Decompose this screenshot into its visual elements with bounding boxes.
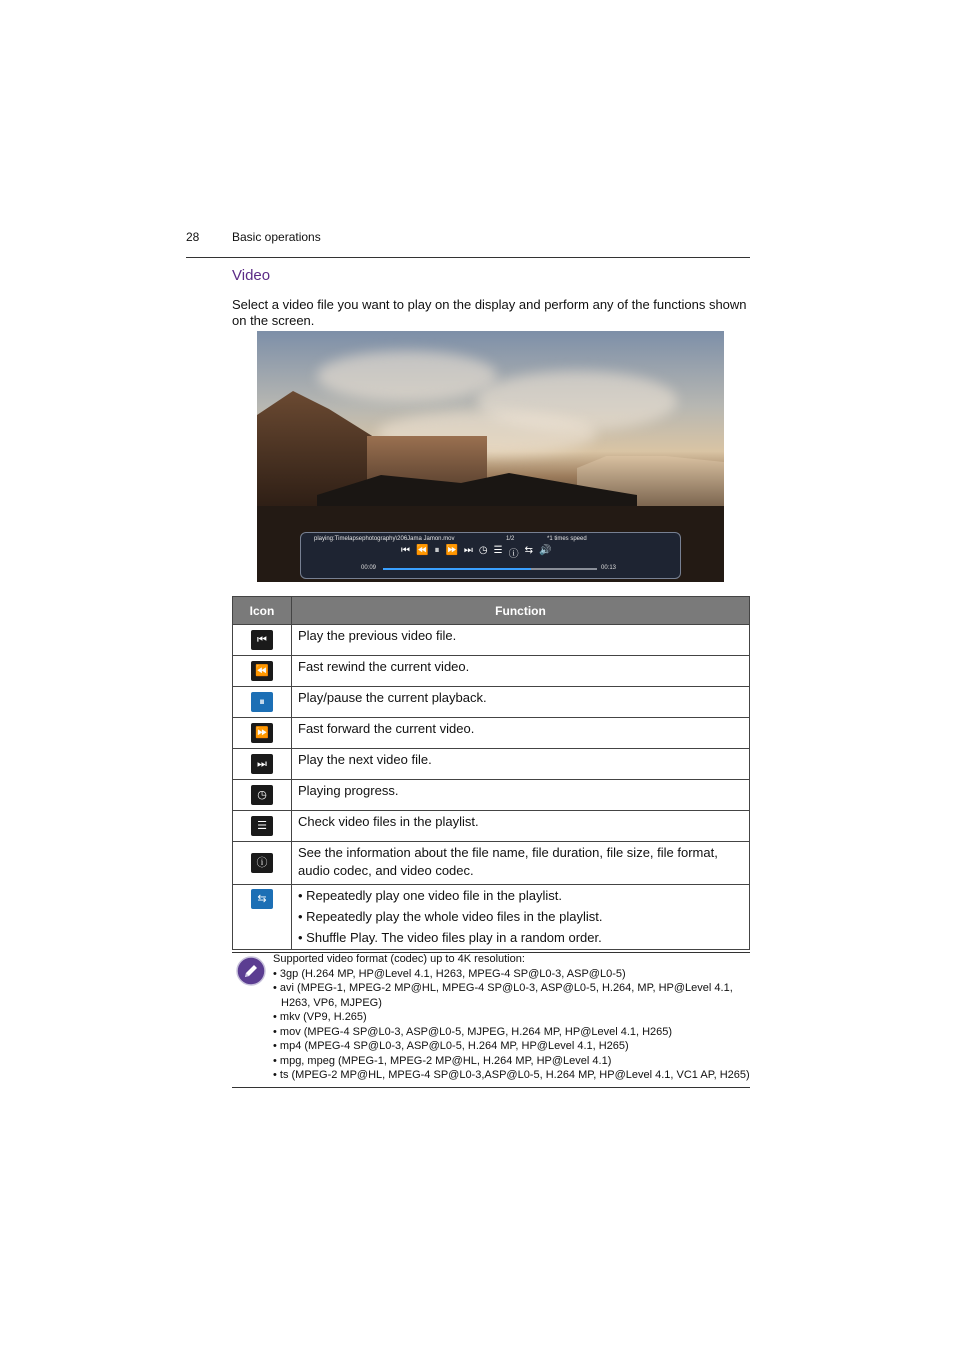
list-item: • avi (MPEG-1, MPEG-2 MP@HL, MPEG-4 SP@L0-3, ASP@L0-5, H.264, MP, HP@Level 4.1, H263, VP6, MJPEG) (273, 982, 733, 1009)
function-text: Play/pause the current playback. (292, 687, 750, 718)
function-text: See the information about the file name, file duration, file size, file format, audio codec, and video codec. (292, 842, 750, 885)
clock-icon[interactable]: ◷ (478, 545, 488, 556)
list-item: • Repeatedly play the whole video files in the playlist. (298, 909, 603, 924)
list-item: • mov (MPEG-4 SP@L0-3, ASP@L0-5, MJPEG, H.264 MP, HP@Level 4.1, H265) (273, 1025, 673, 1038)
fast-forward-icon: ⏩ (251, 723, 273, 743)
list-item: • Repeatedly play one video file in the playlist. (298, 888, 562, 903)
table-row (233, 718, 750, 749)
function-table (232, 596, 750, 950)
note-heading: Supported video format (codec) up to 4K resolution: (273, 953, 525, 965)
page-title: Video (232, 267, 271, 284)
player-buttons (401, 545, 551, 560)
function-text: Playing progress. (292, 780, 750, 811)
function-header: Function (292, 597, 750, 625)
time-elapsed: 00:09 (361, 565, 377, 571)
player-filename: playing:Timelapsephotography\206Jama Jamon.mov (314, 536, 455, 542)
repeat-icon[interactable]: ⇆ (524, 545, 533, 556)
player-count: 1/2 (506, 536, 515, 542)
repeat-icon: ⇆ (251, 889, 273, 909)
player-control-bar (300, 532, 681, 579)
table-row (233, 625, 750, 656)
list-item: • ts (MPEG-2 MP@HL, MPEG-4 SP@L0-3,ASP@L0-5, H.264 MP, HP@Level 4.1, VC1 AP, H265) (273, 1069, 750, 1081)
list-item: • mkv (VP9, H.265) (273, 1011, 367, 1023)
table-row (233, 749, 750, 780)
page-number: 28 (186, 230, 200, 244)
table-row (233, 885, 750, 950)
pencil-note-icon (236, 956, 266, 986)
function-text: Play the next video file. (292, 749, 750, 780)
fast-forward-icon[interactable]: ⏩ (445, 545, 458, 556)
clock-icon: ◷ (251, 785, 273, 805)
list-item: • mp4 (MPEG-4 SP@L0-3, ASP@L0-5, H.264 MP, HP@Level 4.1, H265) (273, 1040, 629, 1052)
previous-icon: ⏮ (251, 630, 273, 650)
list-item: • 3gp (H.264 MP, HP@Level 4.1, H263, MPEG-4 SP@L0-3, ASP@L0-5) (273, 967, 626, 980)
function-text: Play the previous video file. (292, 625, 750, 656)
video-screenshot (257, 331, 724, 582)
next-icon[interactable]: ⏭ (463, 545, 473, 556)
info-icon: ⓘ (251, 853, 273, 873)
pause-icon[interactable]: ⏸ (434, 545, 440, 556)
list-item: • Shuffle Play. The video files play in a random order. (298, 930, 602, 945)
function-text: Fast rewind the current video. (292, 656, 750, 687)
info-icon[interactable]: ⓘ (508, 549, 519, 560)
next-icon: ⏭ (251, 754, 273, 774)
table-row (233, 811, 750, 842)
progress-fill (383, 568, 531, 570)
table-row (233, 687, 750, 718)
list-item: • mpg, mpeg (MPEG-1, MPEG-2 MP@HL, H.264 MP, HP@Level 4.1) (273, 1054, 612, 1067)
pause-icon: ⏸ (251, 692, 273, 712)
playlist-icon[interactable]: ☰ (493, 545, 503, 556)
function-text: Check video files in the playlist. (292, 811, 750, 842)
table-row (233, 656, 750, 687)
time-total: 00:13 (601, 565, 617, 571)
rewind-icon: ⏪ (251, 661, 273, 681)
section-name: Basic operations (232, 230, 321, 244)
table-row (233, 780, 750, 811)
volume-icon[interactable]: 🔊 (539, 545, 552, 556)
rewind-icon[interactable]: ⏪ (416, 545, 429, 556)
function-text: Fast forward the current video. (292, 718, 750, 749)
player-speed: *1 times speed (547, 536, 587, 542)
progress-bar[interactable] (383, 568, 597, 570)
table-row (233, 842, 750, 885)
header-rule (186, 257, 750, 258)
playlist-icon: ☰ (251, 816, 273, 836)
intro-text: Select a video file you want to play on the display and perform any of the functions shown on the screen. (232, 297, 747, 328)
note-text (273, 952, 751, 1083)
note-bottom-rule (232, 1087, 750, 1088)
previous-icon[interactable]: ⏮ (401, 545, 410, 556)
icon-header: Icon (233, 597, 292, 625)
